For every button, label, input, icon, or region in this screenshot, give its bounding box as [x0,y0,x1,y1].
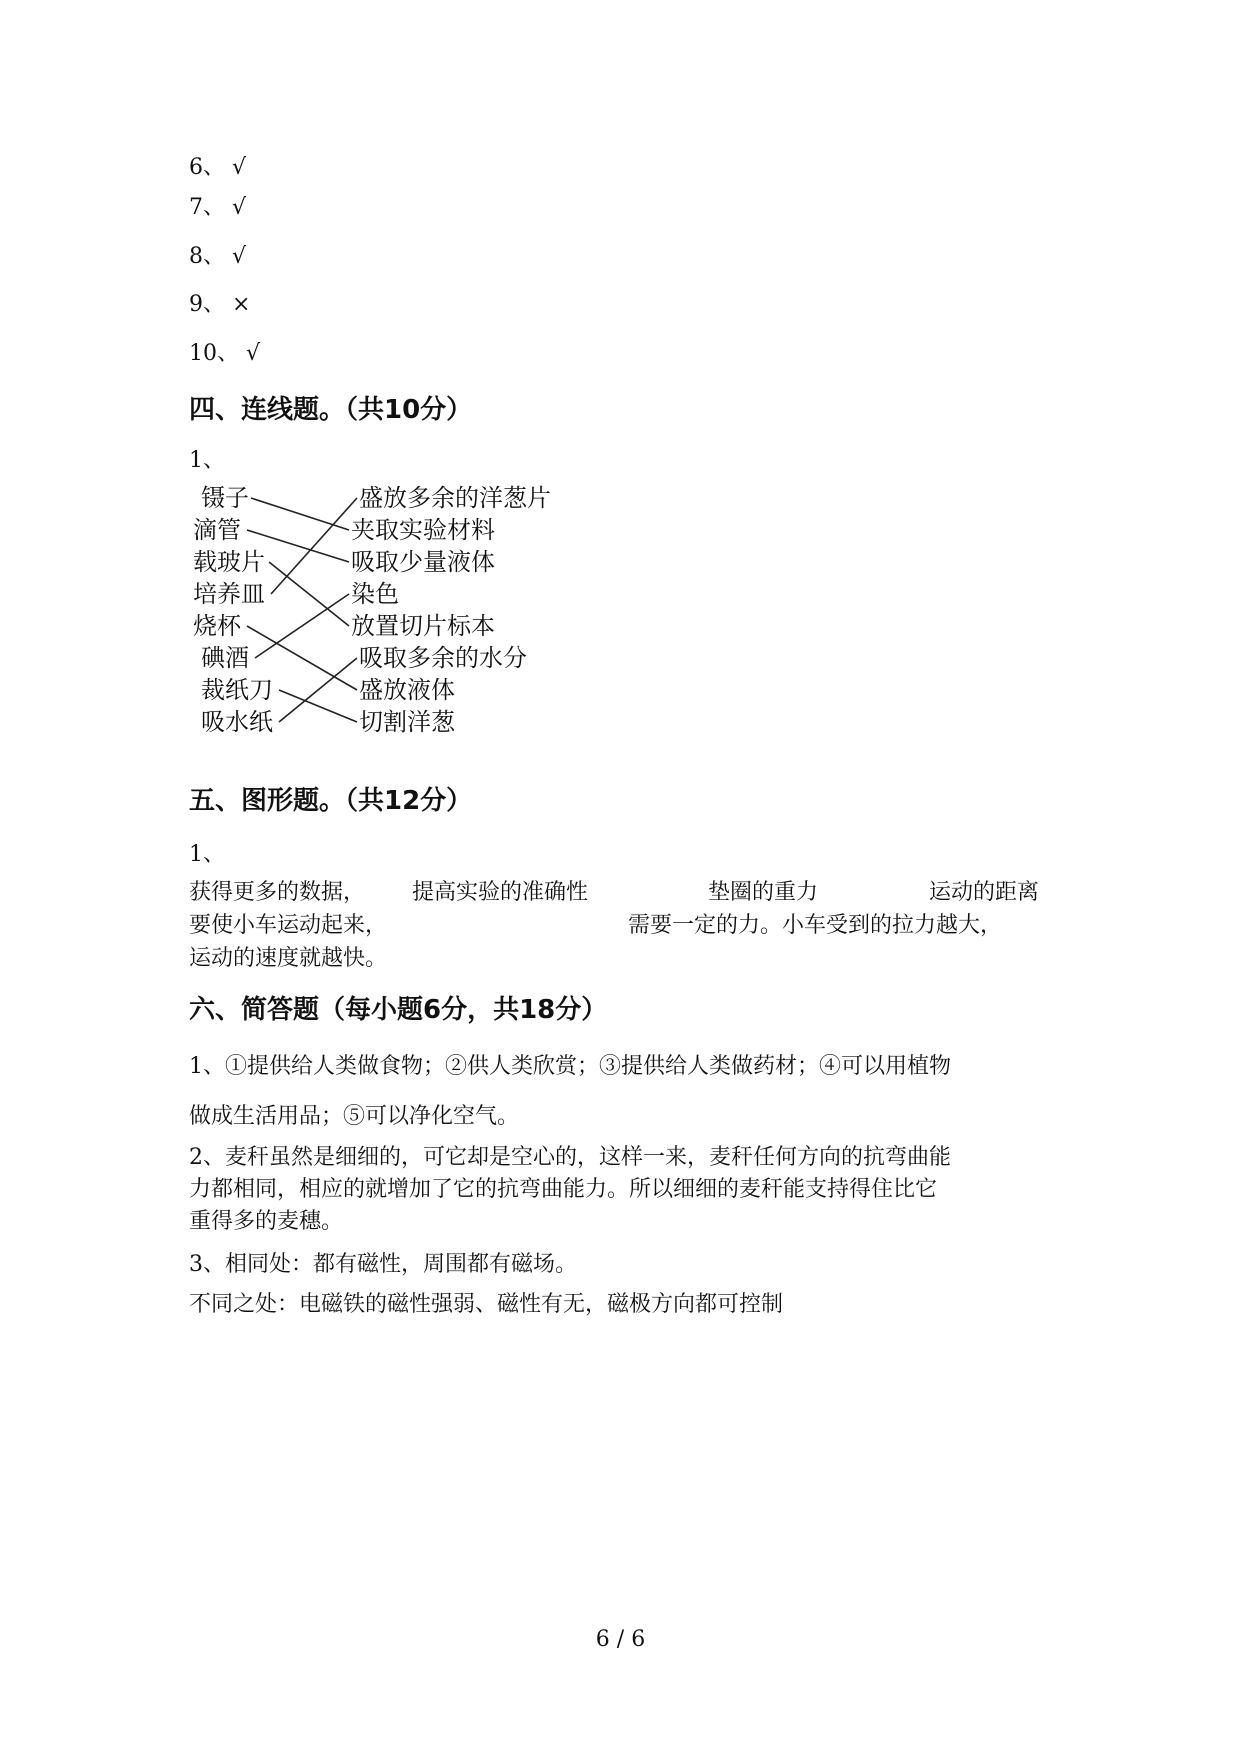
right-item: 切割洋葱 [359,708,455,736]
blank-answer: 获得更多的数据， [189,880,366,905]
connection-line [271,498,357,594]
connection-line [255,594,349,658]
answer-line: 3、相同处：都有磁性，周围都有磁场。 [189,1252,577,1277]
text-line: 要使小车运动起来， [189,913,388,938]
text-line: 需要一定的力。小车受到的拉力越大， [628,913,1003,938]
right-item: 夹取实验材料 [351,516,495,544]
right-item: 放置切片标本 [351,612,495,640]
blank-answer: 垫圈的重力 [708,880,819,905]
right-item: 吸取少量液体 [351,548,495,576]
answer-line: 重得多的麦穗。 [189,1209,344,1234]
right-item: 盛放液体 [359,676,455,704]
right-item: 盛放多余的洋葱片 [359,484,551,512]
connection-line [269,562,349,626]
left-item: 碘酒 [201,644,249,672]
left-item: 吸水纸 [201,708,273,736]
section6-heading: 六、简答题（每小题6分，共18分） [189,995,608,1025]
right-item: 染色 [351,580,399,608]
answer-line: 10、 √ [189,341,261,366]
answer-line: 不同之处：电磁铁的磁性强弱、磁性有无，磁极方向都可控制 [189,1292,784,1317]
right-item: 吸取多余的水分 [359,644,527,672]
answer-line: 2、麦秆虽然是细细的，可它却是空心的，这样一来，麦秆任何方向的抗弯曲能 [189,1145,951,1170]
answer-line: 力都相同，相应的就增加了它的抗弯曲能力。所以细细的麦秆能支持得住比它 [189,1177,938,1202]
left-item: 载玻片 [193,548,265,576]
answer-line: 9、 × [189,292,251,317]
connection-line [279,690,357,722]
connection-line [251,498,349,530]
section4-heading: 四、连线题。（共10分） [189,395,473,425]
left-item: 培养皿 [193,580,265,608]
blank-answer: 运动的距离 [929,880,1040,905]
answer-line: 1、①提供给人类做食物；②供人类欣赏；③提供给人类做药材；④可以用植物 [189,1054,951,1079]
answer-line: 8、 √ [189,244,247,269]
section4-item-number: 1、 [189,448,225,473]
blank-answer: 提高实验的准确性 [412,880,589,905]
text-line: 运动的速度就越快。 [189,946,388,971]
left-item: 镊子 [201,484,249,512]
section5-item-number: 1、 [189,842,225,867]
matching-diagram [189,482,589,752]
answer-line: 做成生活用品；⑤可以净化空气。 [189,1104,520,1129]
left-item: 裁纸刀 [201,676,273,704]
page-number: 6 / 6 [595,1627,646,1652]
section5-heading: 五、图形题。（共12分） [189,786,473,816]
answer-line: 7、 √ [189,195,247,220]
left-item: 滴管 [193,516,241,544]
left-item: 烧杯 [193,612,241,640]
answer-line: 6、 √ [189,155,247,180]
